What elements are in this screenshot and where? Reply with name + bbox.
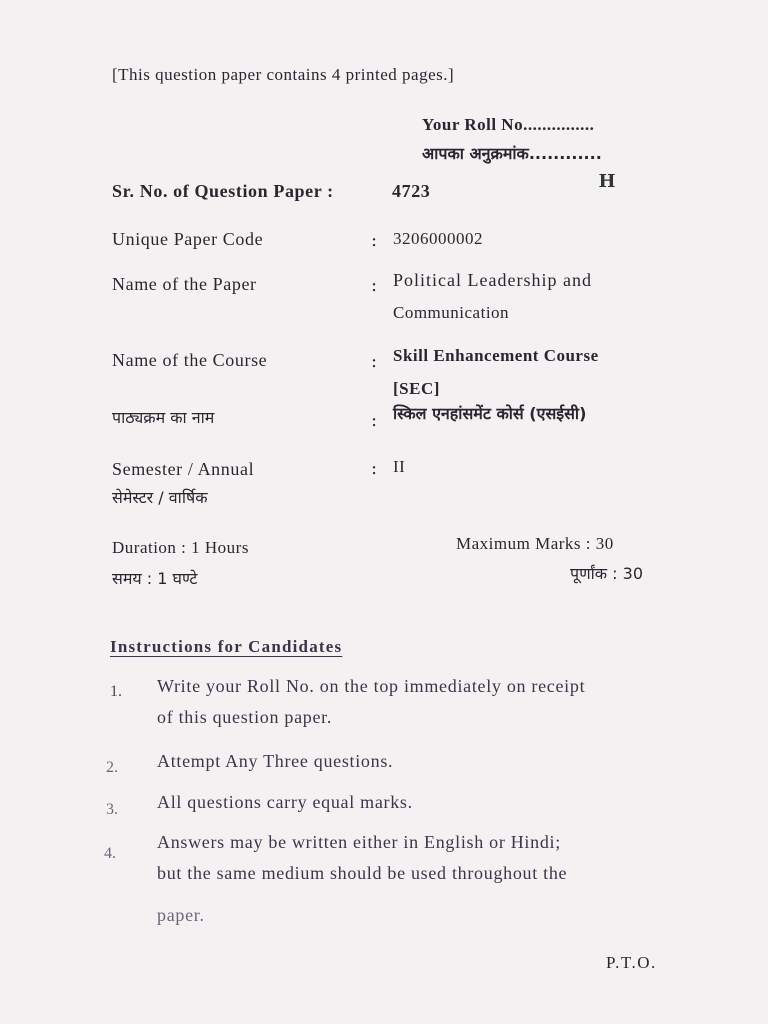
max-marks: Maximum Marks : 30 [456, 534, 614, 553]
colon: : [371, 410, 378, 431]
instructions-heading: Instructions for Candidates [110, 637, 343, 656]
course-value-hindi: स्किल एनहांसमेंट कोर्स (एसईसी) [393, 404, 587, 423]
colon: : [371, 351, 378, 372]
course-label-hindi: पाठ्यक्रम का नाम [112, 408, 215, 427]
colon: : [371, 275, 378, 296]
colon: : [371, 230, 378, 251]
instruction-item-2: Attempt Any Three questions. [157, 751, 394, 771]
roll-no-hindi: आपका अनुक्रमांक............ [422, 144, 602, 163]
pto: P.T.O. [606, 953, 657, 972]
unique-code-value: 3206000002 [393, 229, 483, 248]
instruction-number: 2. [106, 759, 118, 776]
paper-name-label: Name of the Paper [112, 274, 257, 294]
instruction-number: 3. [106, 801, 118, 818]
instruction-item-1-line1: Write your Roll No. on the top immediately on receipt [157, 676, 586, 696]
course-value-line2: [SEC] [393, 379, 440, 398]
instruction-item-1-line2: of this question paper. [157, 707, 333, 727]
pages-note: [This question paper contains 4 printed pages.] [112, 65, 455, 84]
duration-label: Duration : 1 Hours [112, 538, 249, 557]
semester-value: II [393, 457, 406, 476]
instruction-item-4-line1: Answers may be written either in English or Hindi; [157, 832, 561, 852]
course-label: Name of the Course [112, 350, 268, 370]
set-mark: H [598, 171, 616, 192]
instruction-number: 4. [104, 845, 116, 862]
instruction-item-3: All questions carry equal marks. [157, 792, 413, 812]
colon: : [371, 458, 378, 479]
unique-code-label: Unique Paper Code [112, 229, 264, 249]
instruction-item-4-line3: paper. [157, 905, 205, 925]
semester-label-hindi: सेमेस्टर / वार्षिक [112, 488, 208, 507]
max-marks-hindi: पूर्णांक : 30 [570, 564, 644, 583]
sr-no-label: Sr. No. of Question Paper : [112, 181, 334, 201]
course-value-line1: Skill Enhancement Course [393, 346, 599, 365]
instruction-item-4-line2: but the same medium should be used throughout the [157, 863, 568, 883]
roll-no: Your Roll No............... [422, 115, 595, 134]
semester-label: Semester / Annual [112, 459, 255, 479]
instruction-number: 1. [110, 683, 122, 700]
sr-no-value: 4723 [392, 181, 431, 201]
paper-name-value-line1: Political Leadership and [393, 270, 592, 290]
duration-label-hindi: समय : 1 घण्टे [112, 569, 198, 588]
paper-name-value-line2: Communication [393, 303, 510, 322]
